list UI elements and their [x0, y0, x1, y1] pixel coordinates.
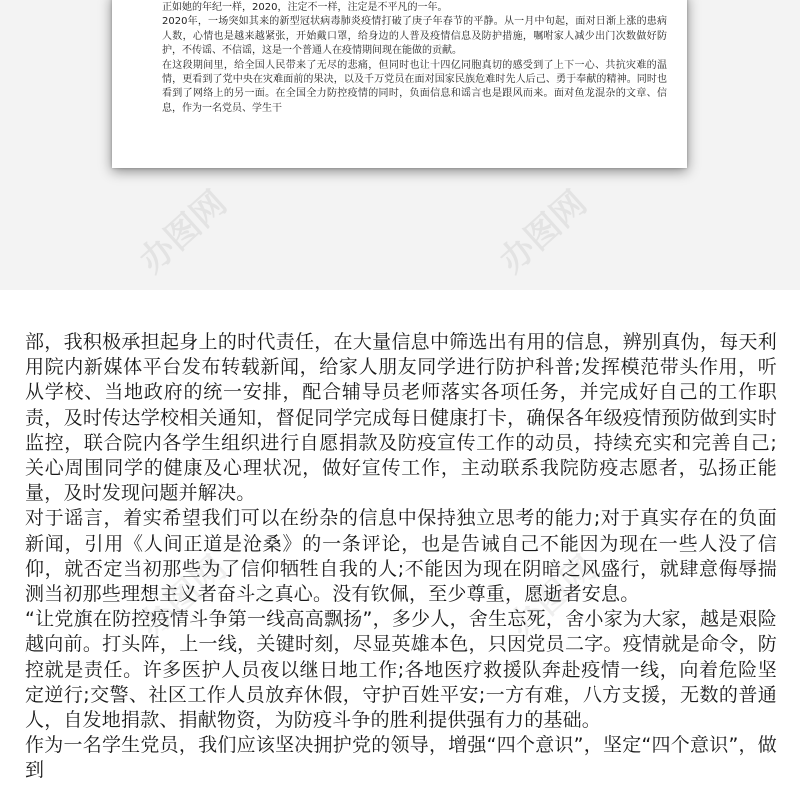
preview-paragraph: 2020年，一场突如其来的新型冠状病毒肺炎疫情打破了庚子年春节的平静。从一月中旬起，面对日渐上涨的患病人数，心情也是越来越紧张，开始戴口罩，给身边的人普及疫情信息及防护措施，嘱咐家人减少出门次数做好防护，不传谣、不信谣，这是一个普通人在疫情期间现在能做的贡献。 [162, 16, 667, 57]
main-document-body [25, 330, 777, 784]
watermark: 办图网 [502, 548, 605, 647]
document-preview-card [112, 0, 687, 168]
body-paragraph: 作为一名学生党员，我们应该坚决拥护党的领导，增强“四个意识”，坚定“四个意识”，做到 [25, 734, 777, 782]
document-preview-text [162, 0, 667, 116]
body-paragraph: “让党旗在防控疫情斗争第一线高高飘扬”，多少人，舍生忘死，舍小家为大家，越是艰险越向前。打头阵，上一线，关键时刻，尽显英雄本色，只因党员二字。疫情就是命令，防控就是责任。许多医护人员夜以继日地工作;各地医疗救援队奔赴疫情一线，向着危险坚定逆行;交警、社区工作人员放弃休假，守护百姓平安;一方有难，八方支援，无数的普通人，自发地捐款、捐献物资，为防疫斗争的胜利提供强有力的基础。 [25, 608, 777, 732]
preview-paragraph: 在这段期间里，给全国人民带来了无尽的悲痛，但同时也让十四亿同胞真切的感受到了上下一心、共抗灾难的温情，更看到了党中央在灾难面前的果决，以及千万党员在面对国家民族危难时先人后己、勇于奉献的精神。同时也看到了网络上的另一面。在全国全力防控疫情的同时，负面信息和谣言也是跟风而来。面对鱼龙混杂的文章、信息，作为一名党员、学生干 [162, 59, 667, 114]
body-paragraph: 部，我积极承担起身上的时代责任，在大量信息中筛选出有用的信息，辨别真伪，每天利用院内新媒体平台发布转载新闻，给家人朋友同学进行防护科普;发挥模范带头作用，听从学校、当地政府的统一安排，配合辅导员老师落实各项任务，并完成好自己的工作职责，及时传达学校相关通知，督促同学完成每日健康打卡，确保各年级疫情预防做到实时监控，联合院内各学生组织进行自愿捐款及防疫宣传工作的动员，持续充实和完善自己;关心周围同学的健康及心理状况，做好宣传工作，主动联系我院防疫志愿者，弘扬正能量，及时发现问题并解决。 [25, 331, 777, 505]
watermark: 办图网 [132, 548, 235, 647]
body-paragraph: 对于谣言，着实希望我们可以在纷杂的信息中保持独立思考的能力;对于真实存在的负面新闻，引用《人间正道是沧桑》的一条评论，也是告诫自己不能因为现在一些人没了信仰，就否定当初那些为了信仰牺牲自我的人;不能因为现在阴暗之风盛行，就肆意侮辱揣测当初那些理想主义者奋斗之真心。没有钦佩，至少尊重，愿逝者安息。 [25, 507, 777, 606]
preview-paragraph: 正如她的年纪一样，2020，注定不一样，注定是不平凡的一年。 [162, 2, 448, 13]
